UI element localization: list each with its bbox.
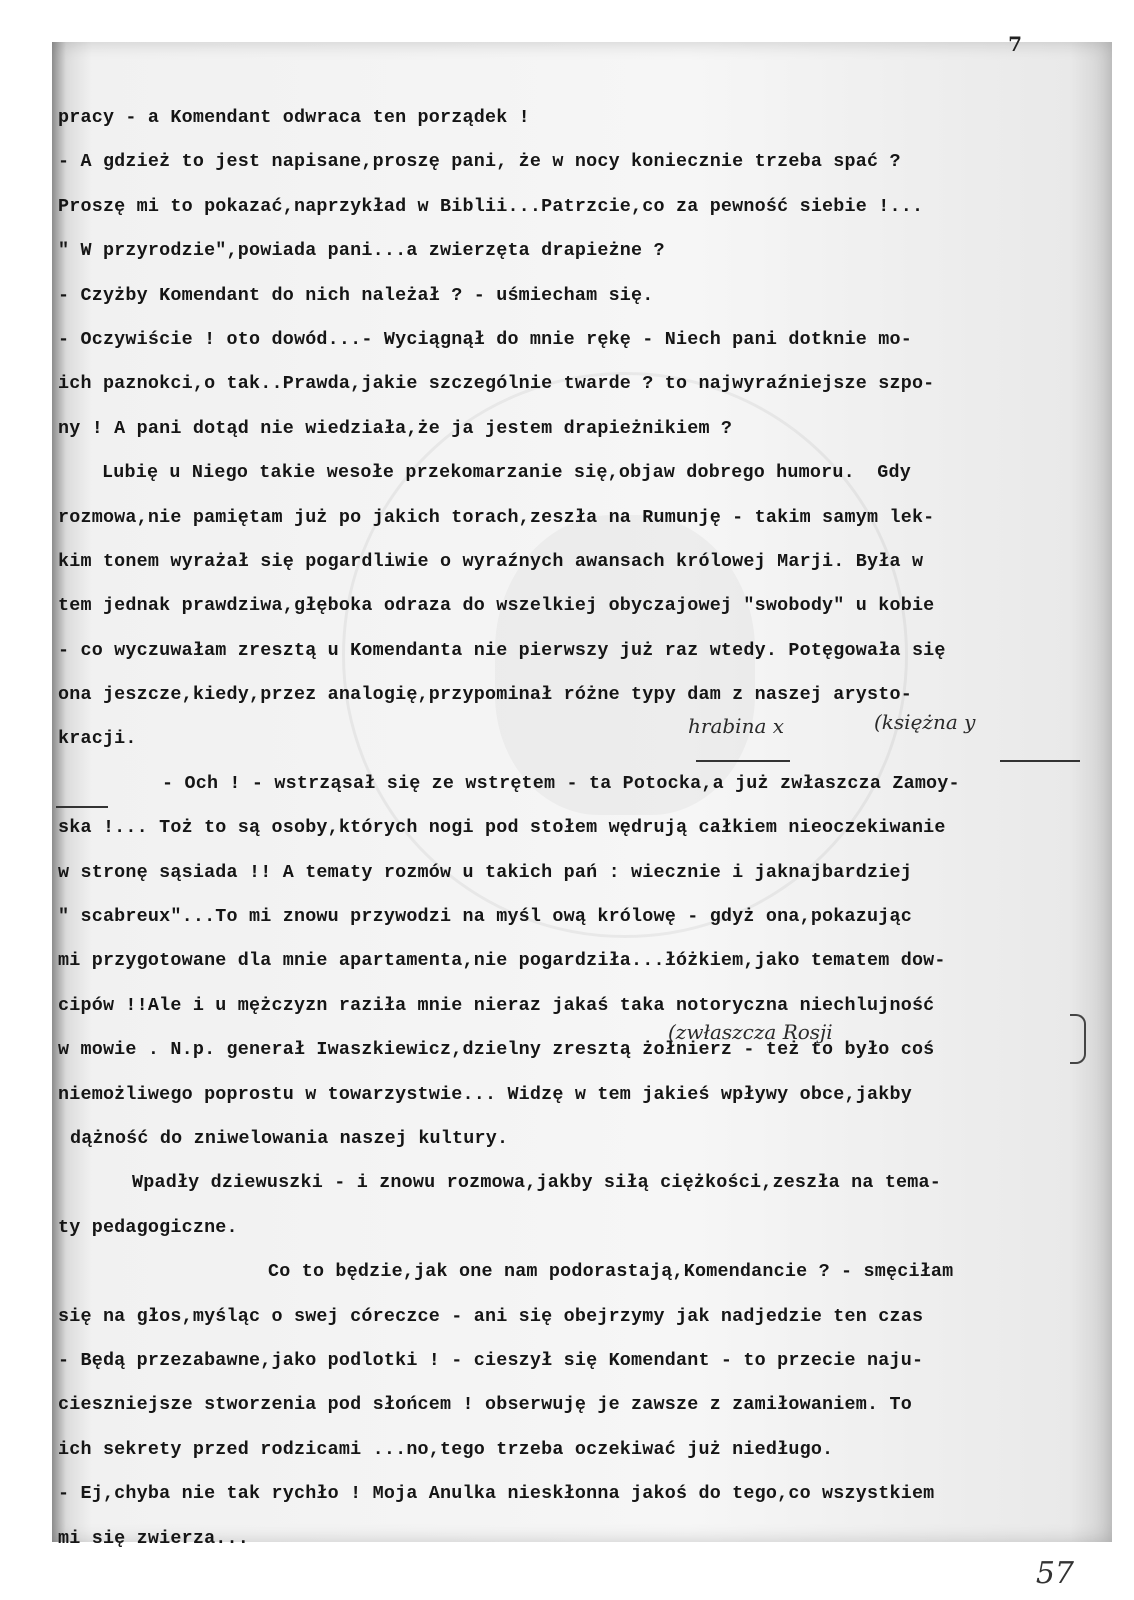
text-line: Lubię u Niego takie wesołe przekomarzanie się,objaw dobrego humoru. Gdy	[102, 462, 912, 484]
text-line: " W przyrodzie",powiada pani...a zwierzęta drapieżne ?	[58, 240, 665, 262]
text-line: się na głos,myśląc o swej córeczce - ani się obejrzymy jak nadjedzie ten czas	[58, 1305, 924, 1327]
handwritten-annotation: (zwłaszcza Rosji	[668, 1020, 833, 1044]
typescript-body	[58, 96, 1098, 1561]
text-line: - Ej,chyba nie tak rychło ! Moja Anulka nieskłonna jakoś do tego,co wszystkiem	[58, 1483, 935, 1505]
text-line: rozmowa,nie pamiętam już po jakich torach,zeszła na Rumunję - takim samym lek-	[58, 506, 935, 528]
text-line: ich paznokci,o tak..Prawda,jakie szczególnie twarde ? to najwyraźniejsze szpo-	[58, 373, 935, 395]
text-line: - Och ! - wstrząsał się ze wstrętem - ta Potocka,a już zwłaszcza Zamoy-	[162, 772, 960, 794]
text-line: Wpadły dziewuszki - i znowu rozmowa,jakby siłą ciężkości,zeszła na tema-	[132, 1172, 942, 1194]
text-line: ich sekrety przed rodzicami ...no,tego trzeba oczekiwać już niedługo.	[58, 1438, 834, 1460]
handwritten-annotation: hrabina x	[688, 714, 785, 738]
text-line: ska !... Toż to są osoby,których nogi pod stołem wędrują całkiem nieoczekiwanie	[58, 817, 946, 839]
text-line: kim tonem wyrażał się pogardliwie o wyraźnych awansach królowej Marji. Była w	[58, 550, 924, 572]
text-line: - A gdzież to jest napisane,proszę pani, że w nocy koniecznie trzeba spać ?	[58, 151, 901, 173]
text-line: " scabreux"...To mi znowu przywodzi na myśl ową królowę - gdyż ona,pokazując	[58, 906, 912, 928]
handwritten-bracket	[1070, 1014, 1086, 1064]
text-line: cipów !!Ale i u mężczyzn raziła mnie nieraz jakaś taka notoryczna niechlujność	[58, 994, 935, 1016]
text-line: cieszniejsze stworzenia pod słońcem ! obserwuję je zawsze z zamiłowaniem. To	[58, 1394, 912, 1416]
strikethrough-mark	[696, 760, 790, 762]
text-line: mi się zwierza...	[58, 1527, 250, 1549]
strikethrough-mark	[56, 806, 108, 808]
text-line: - Czyżby Komendant do nich należał ? - uśmiecham się.	[58, 284, 654, 306]
text-line: - Oczywiście ! oto dowód...- Wyciągnął do mnie rękę - Niech pani dotknie mo-	[58, 328, 912, 350]
text-line: niemożliwego poprostu w towarzystwie... Widzę w tem jakieś wpływy obce,jakby	[58, 1083, 912, 1105]
text-line: - co wyczuwałam zresztą u Komendanta nie pierwszy już raz wtedy. Potęgowała się	[58, 639, 946, 661]
text-line: pracy - a Komendant odwraca ten porządek !	[58, 107, 530, 128]
text-line: mi przygotowane dla mnie apartamenta,nie pogardziła...łóżkiem,jako tematem dow-	[58, 950, 946, 972]
text-line: kracji.	[58, 728, 137, 750]
folio-number: 57	[1035, 1556, 1074, 1591]
text-line: w stronę sąsiada !! A tematy rozmów u takich pań : wiecznie i jaknajbardziej	[58, 861, 912, 883]
text-line: - Będą przezabawne,jako podlotki ! - cieszył się Komendant - to przecie naju-	[58, 1349, 924, 1371]
text-line: tem jednak prawdziwa,głęboka odraza do wszelkiej obyczajowej "swobody" u kobie	[58, 595, 935, 617]
handwritten-annotation: (księżna y	[874, 710, 976, 734]
text-line: ty pedagogiczne.	[58, 1216, 238, 1238]
text-line: Co to będzie,jak one nam podorastają,Komendancie ? - smęciłam	[268, 1261, 954, 1283]
text-line: ona jeszcze,kiedy,przez analogię,przypominał różne typy dam z naszej arysto-	[58, 684, 912, 706]
page-number: 7	[1008, 32, 1022, 56]
text-line: dążność do zniwelowania naszej kultury.	[70, 1127, 509, 1149]
text-line: Proszę mi to pokazać,naprzykład w Biblii...Patrzcie,co za pewność siebie !...	[58, 195, 924, 217]
text-line: ny ! A pani dotąd nie wiedziała,że ja jestem drapieżnikiem ?	[58, 417, 733, 439]
strikethrough-mark	[1000, 760, 1080, 762]
text-line: w mowie . N.p. generał Iwaszkiewicz,dzielny zresztą żołnierz - też to było coś	[58, 1039, 935, 1061]
